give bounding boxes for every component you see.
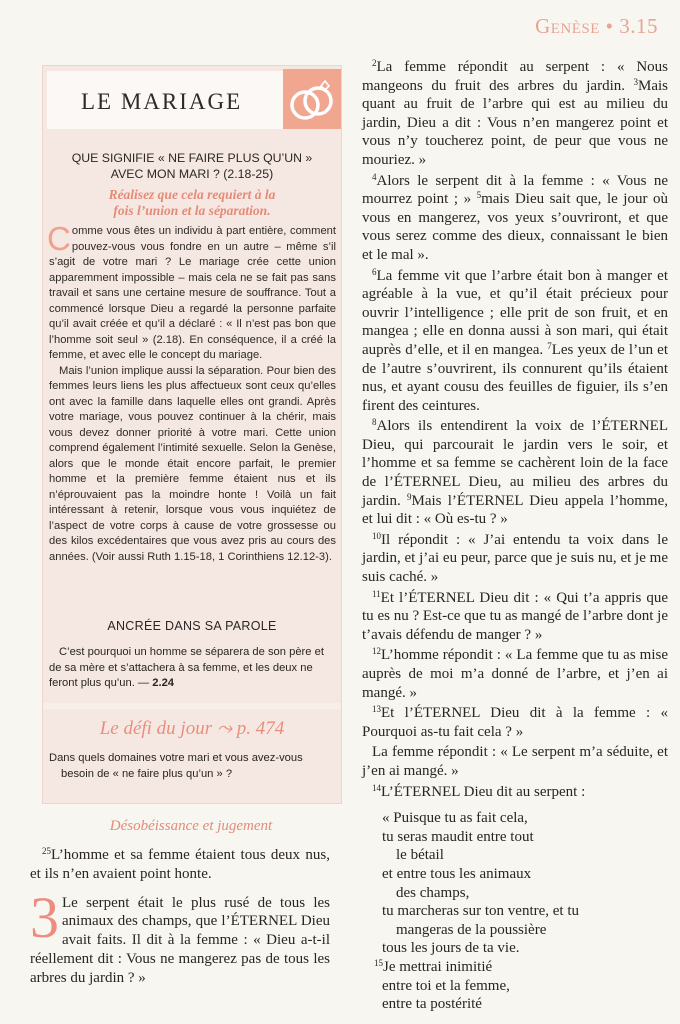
quote-text: C’est pourquoi un homme se séparera de son père et de sa mère et s’attachera à sa femme, et les deux ne feront plus qu’un. — (49, 646, 324, 689)
poem-line (374, 958, 668, 977)
poem-line (382, 995, 668, 1014)
verse-text: tous les jours de ta vie. (382, 940, 520, 957)
verse-text: Je mettrai inimitié (383, 958, 493, 975)
verse-text: L’homme répondit : « La femme que tu as mise auprès de moi m’a donné de l’arbre, et j’en ai mangé. » (362, 647, 668, 701)
section-heading: Désobéissance et jugement (109, 818, 273, 834)
verse-text: L’ÉTERNEL Dieu dit au serpent : (381, 783, 586, 800)
drop-cap: C (47, 220, 71, 257)
scripture-right-column (362, 58, 668, 1014)
poem-line (382, 846, 668, 865)
verse-number: 3 (633, 76, 638, 87)
verse-number: 6 (372, 266, 377, 277)
verse-text: et entre tous les animaux (382, 865, 532, 882)
verse-text: Il répondit : « J’ai entendu ta voix dans le jardin, et j’ai eu peur, parce que je suis nu, et je me suis caché. » (362, 531, 668, 586)
verse-number: 12 (372, 646, 381, 657)
verse-text: « Puisque tu as fait cela, (382, 810, 528, 827)
verse-text: Et l’ÉTERNEL Dieu dit : « Qui t’a appris que tu es nu ? Est-ce que tu as mangé de l’arbre dont je t’avais défendu de manger ? » (362, 589, 668, 643)
sidebar-subtitle (43, 187, 341, 219)
poem-line (382, 977, 668, 996)
sidebar-title: LE MARIAGE (81, 89, 243, 114)
verse-text: Alors ils entendirent la voix de l’ÉTERNEL Dieu, qui parcourait le jardin vers le soir, et l’homme et sa femme se cachèrent loin de la face de l’ÉTERNEL Dieu, au milieu des arbres du jardin. (362, 418, 668, 509)
sidebar-question (43, 150, 341, 182)
challenge-question (49, 751, 336, 782)
question-line: AVEC MON MARI ? (2.18-25) (110, 167, 274, 181)
verse-text: Mais l’ÉTERNEL Dieu appela l’homme, et lui dit : « Où es-tu ? » (362, 492, 668, 528)
verse-paragraph (362, 267, 668, 416)
scripture-left-column (30, 846, 330, 998)
verse-paragraph (30, 884, 330, 988)
verse-text: tu seras maudit entre tout (382, 828, 534, 845)
poem-line (382, 921, 668, 940)
verse-text: Et l’ÉTERNEL Dieu dit à la femme : « Pourquoi as-tu fait cela ? » (362, 705, 668, 740)
verse-paragraph (362, 704, 668, 741)
verse-paragraph (362, 589, 668, 645)
verse-text: L’homme et sa femme étaient tous deux nus, et ils n’en avaient point honte. (30, 847, 330, 882)
title-band (47, 71, 283, 129)
poem-line (382, 828, 668, 847)
verse-number: 13 (372, 704, 381, 715)
verse-paragraph (362, 531, 668, 587)
verse-text: entre ta postérité (382, 996, 482, 1013)
verse-number: 8 (372, 417, 377, 428)
verse-text: La femme répondit : « Le serpent m’a séduite, et j’en ai mangé. » (362, 744, 668, 779)
verse-number: 4 (372, 171, 377, 182)
wedding-rings-icon (283, 69, 341, 129)
verse-number: 9 (407, 491, 412, 502)
verse-number: 7 (547, 340, 552, 351)
anchored-heading: ANCRÉE DANS SA PAROLE (107, 619, 277, 633)
verse-text: Mais quant au fruit de l’arbre qui est au milieu du jardin, Dieu a dit : Vous n’en mangerez point et vous n’y toucherez point, de peur que vous ne mouriez. » (362, 77, 668, 168)
verse-text: des champs, (396, 884, 470, 901)
verse-number: 15 (374, 957, 383, 968)
verse-paragraph (362, 783, 668, 802)
verse-paragraph (362, 417, 668, 529)
verse-number: 25 (42, 846, 51, 856)
verse-paragraph (362, 743, 668, 780)
verse-text: Les yeux de l’un et de l’autre s’ouvrirent, ils connurent qu’ils étaient nus, et ayant cousu des feuilles de figuier, ils s’en firent des ceintures. (362, 341, 668, 414)
running-header: Genèse • 3.15 (535, 14, 658, 38)
anchored-quote (49, 645, 336, 692)
challenge-title: Le défi du jour ⤳ p. 474 (99, 718, 285, 739)
paragraph (47, 220, 336, 364)
sidebar-article-marriage (42, 65, 342, 804)
verse-text: Alors le serpent dit à la femme : « Vous ne mourrez point ; » (362, 172, 668, 208)
verse-text: le bétail (396, 847, 444, 864)
verse-text: tu marcheras sur ton ventre, et tu (382, 903, 580, 920)
paragraph: Mais l’union implique aussi la séparation. Pour bien des femmes leurs liens les plus affectueux sont ceux qu’elles ont avec la famille dans laquelle elles ont grandi. Après votre mariage, vous pouvez continuer à la chérir, mais vous devez donner priorité à votre mari. Cette union comprend également l’intimité sexuelle. Selon la Genèse, alors que le monde était encore parfait, le premier homme et la première femme étaient nus et ils n’éprouvaient pas la moindre honte ! Voilà un fait intéressant à retenir, lorsque vous vous inquiétez de l’aspect de votre corps à cause de votre grossesse ou des kilos excédentaires que vous avez pris au cours des années. (Voir aussi Ruth 1.15-18, 1 Corinthiens 12.12-3). (49, 364, 336, 563)
verse-paragraph (362, 58, 668, 170)
challenge-line: besoin de « ne faire plus qu’un » ? (61, 767, 233, 780)
verse-number: 10 (372, 530, 381, 541)
verse-text: Le serpent était le plus rusé de tous les animaux des champs, que l’ÉTERNEL Dieu avait faits. Il dit à la femme : « Dieu a-t-il réellement dit : Vous ne mangerez pas de tous les arbres du jardin ? » (30, 894, 330, 986)
verse-number: 5 (476, 190, 482, 201)
poem-line (382, 902, 668, 921)
verse-text: entre toi et la femme, (382, 977, 510, 994)
verse-number: 11 (372, 588, 381, 599)
poem-block (374, 809, 668, 1014)
chapter-number: 3 (30, 884, 59, 950)
verse-number: 14 (372, 782, 381, 793)
poem-line (382, 884, 668, 903)
verse-text: La femme répondit au serpent : « Nous mangeons du fruit des arbres du jardin. (362, 59, 668, 94)
verse-paragraph (362, 172, 668, 265)
verse-paragraph (362, 646, 668, 702)
verse-paragraph (30, 846, 330, 884)
poem-line (382, 865, 668, 884)
paragraph-text: omme vous êtes un individu à part entière, comment pouvez-vous vous fondre en un autre – même s’il s’agit de votre mari ? Le mariage crée cette union apparemment impossible – mais cela ne se fait pas sans travail et sans une certaine mesure de souffrance. Tout a commencé lorsque Dieu a regardé la personne parfaite qu’il avait créée et qu’il a déclaré : « Il n’est pas bon que l’homme soit seul » (2.18). En conséquence, il a créé la femme, et avec elle le concept du mariage. (49, 225, 336, 361)
quote-reference: 2.24 (152, 677, 175, 689)
divider (43, 703, 341, 709)
verse-number: 2 (372, 58, 377, 68)
poem-line (382, 939, 668, 958)
subtitle-line: fois l’union et la séparation. (113, 203, 271, 218)
verse-text: mangeras de la poussière (396, 921, 547, 938)
poem-line (382, 809, 668, 828)
sidebar-body (47, 220, 336, 565)
question-line: QUE SIGNIFIE « NE FAIRE PLUS QU’UN » (71, 151, 313, 165)
subtitle-line: Réalisez que cela requiert à la (108, 187, 276, 202)
verse-text: La femme vit que l’arbre était bon à manger et agréable à la vue, et qu’il était précieux pour ouvrir l’intelligence ; elle prit de son fruit, et en mangea ; elle en donna aussi à son mari, qui était auprès d’elle, et il en mangea. (362, 267, 668, 358)
verse-text: mais Dieu sait que, le jour où vous en mangerez, vos yeux s’ouvriront, et que vous serez comme des dieux, connaissant le bien et le mal ». (362, 191, 669, 263)
challenge-line: Dans quels domaines votre mari et vous avez-vous (49, 752, 303, 764)
